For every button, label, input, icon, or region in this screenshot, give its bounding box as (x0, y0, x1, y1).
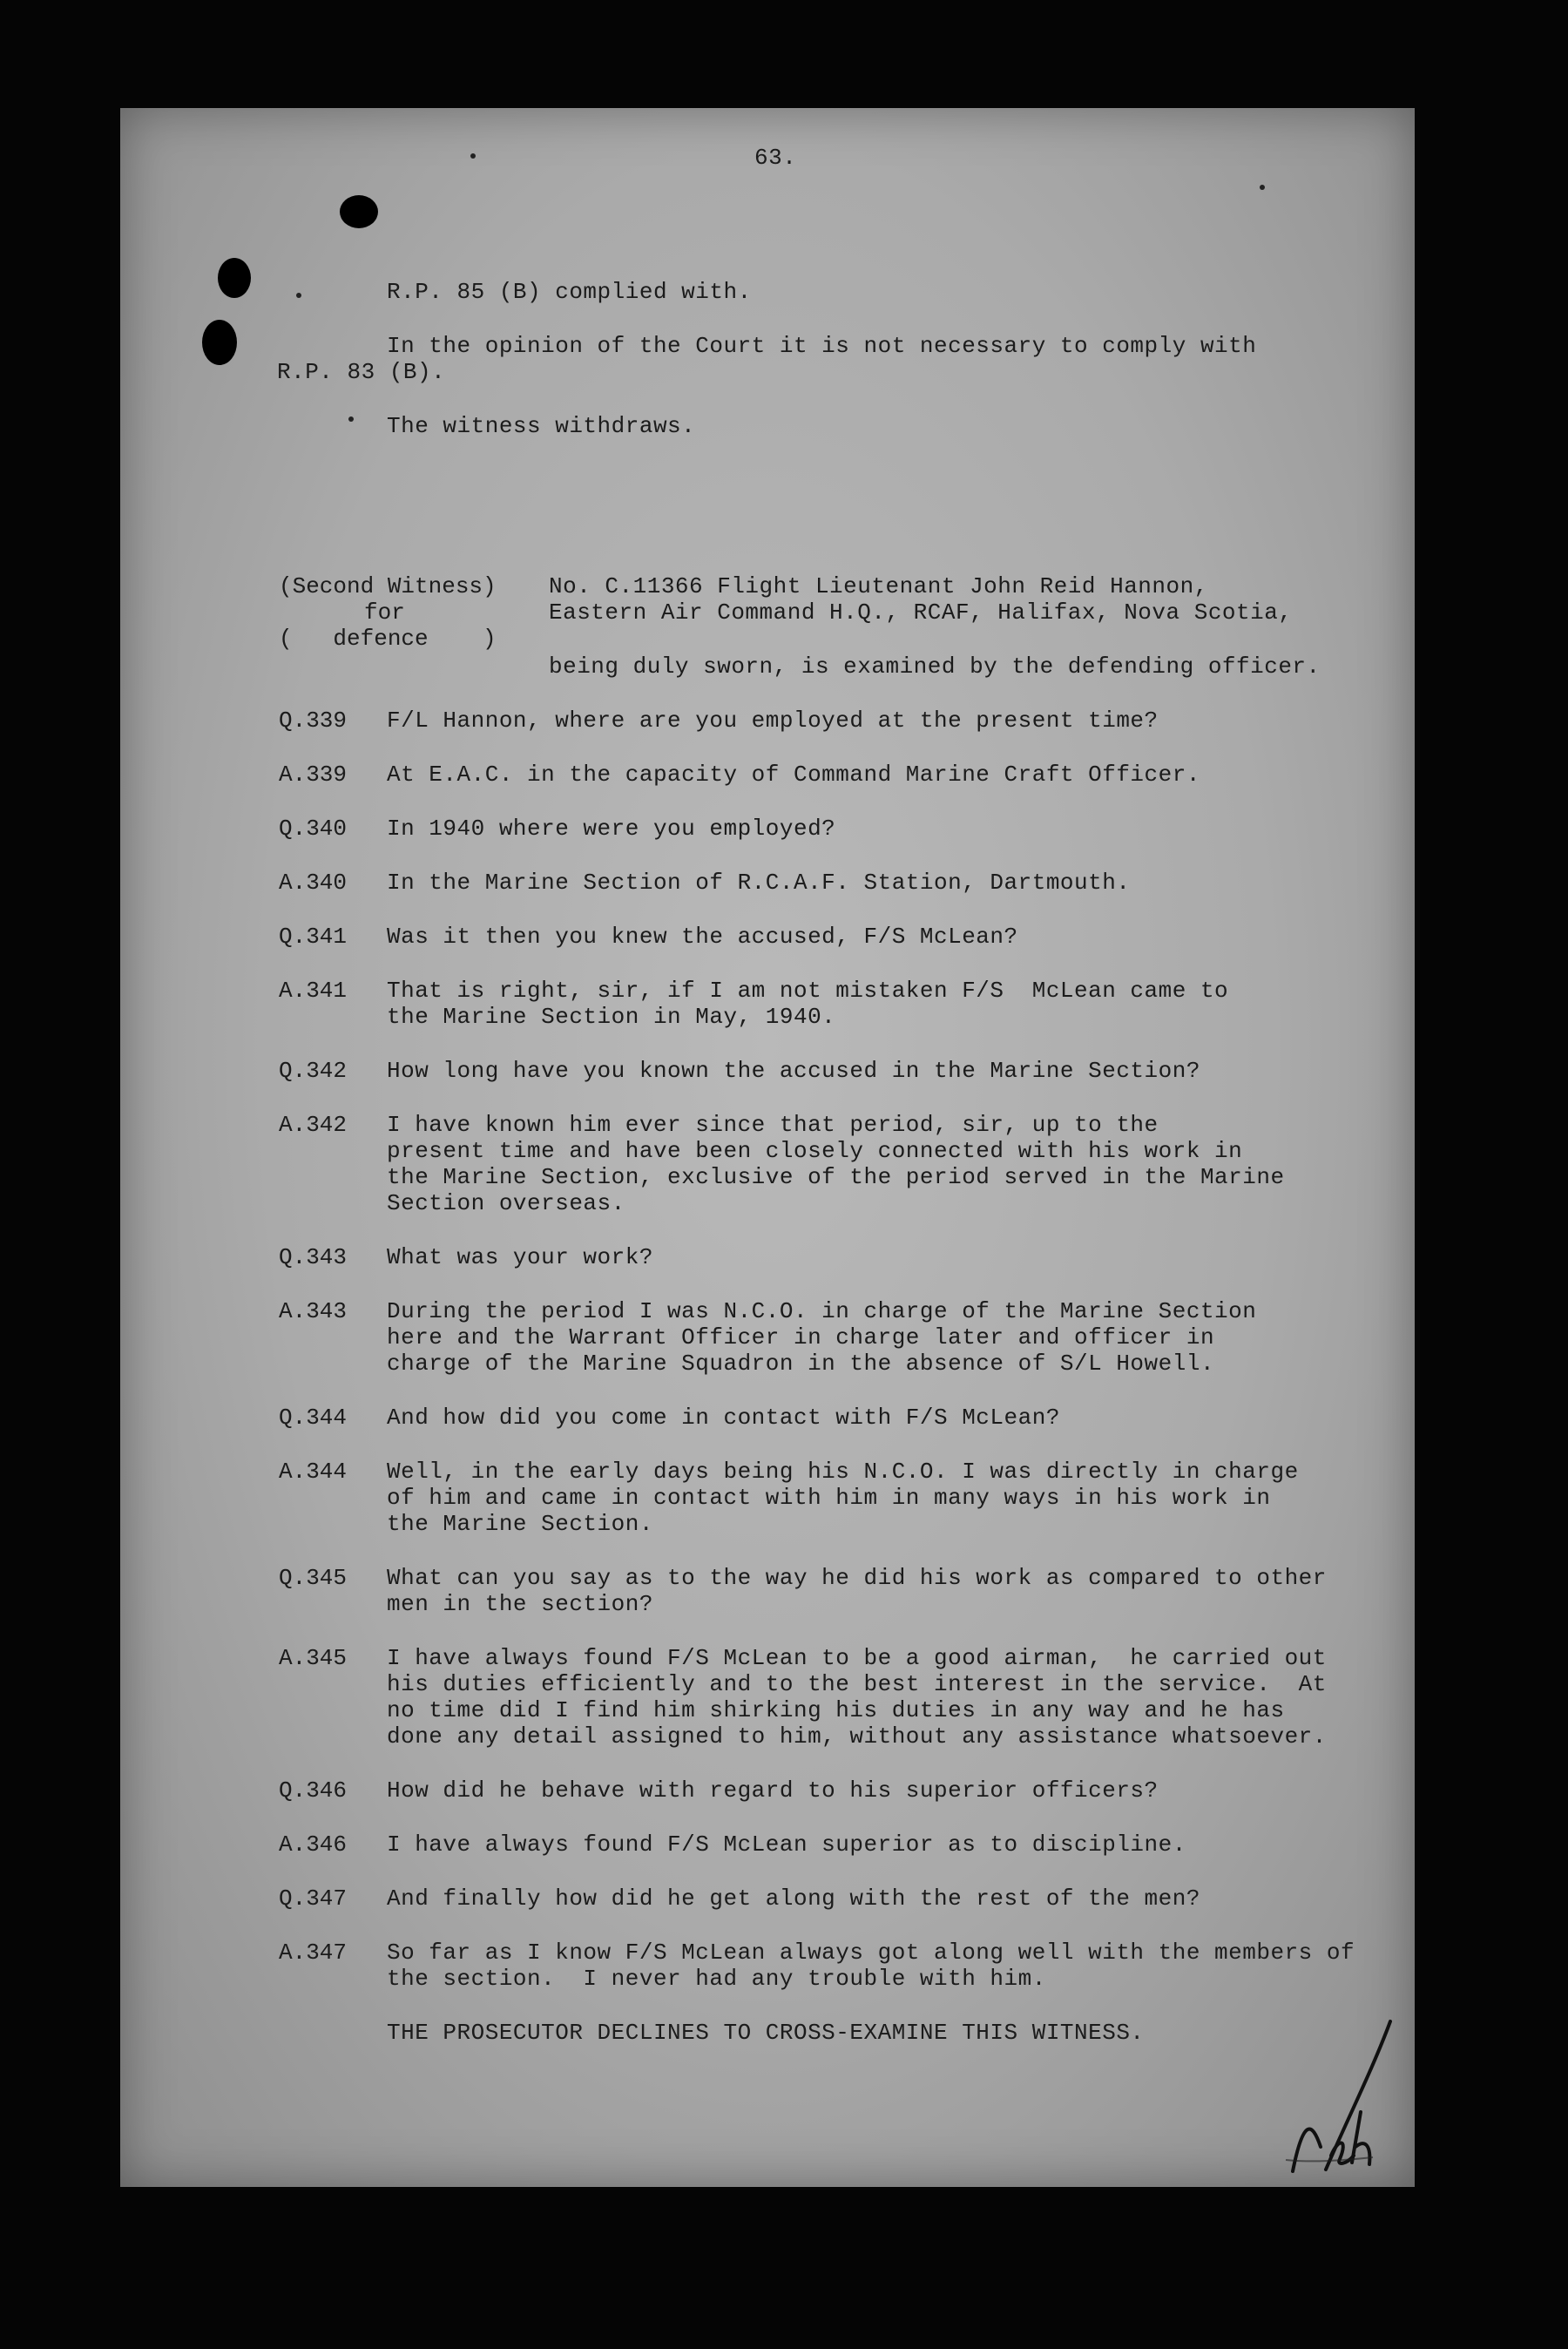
qa-line: I have always found F/S McLean to be a good airman, he carried out (387, 1645, 1327, 1671)
qa-line: During the period I was N.C.O. in charge of the Marine Section (387, 1298, 1257, 1324)
qa-label: Q.345 (279, 1565, 348, 1591)
qa-line: men in the section? (387, 1591, 653, 1617)
qa-line: How did he behave with regard to his superior officers? (387, 1777, 1159, 1804)
qa-line: the Marine Section, exclusive of the period served in the Marine (387, 1164, 1285, 1190)
qa-line: Section overseas. (387, 1190, 625, 1216)
qa-label: Q.343 (279, 1244, 348, 1270)
speck (1260, 185, 1265, 190)
qa-line: the Marine Section. (387, 1511, 653, 1537)
qa-line: done any detail assigned to him, without any assistance whatsoever. (387, 1723, 1327, 1750)
qa-line: And finally how did he get along with the rest of the men? (387, 1885, 1200, 1912)
qa-label: A.347 (279, 1939, 348, 1966)
qa-line: his duties efficiently and to the best interest in the service. At (387, 1671, 1327, 1697)
qa-line: charge of the Marine Squadron in the absence of S/L Howell. (387, 1351, 1215, 1377)
qa-line: here and the Warrant Officer in charge later and officer in (387, 1324, 1215, 1351)
qa-label: A.342 (279, 1112, 348, 1138)
qa-line: How long have you known the accused in the Marine Section? (387, 1058, 1200, 1084)
qa-label: Q.339 (279, 707, 348, 734)
qa-line: present time and have been closely connected with his work in (387, 1138, 1243, 1164)
qa-line: And how did you come in contact with F/S McLean? (387, 1405, 1060, 1431)
qa-line: no time did I find him shirking his duties in any way and he has (387, 1697, 1285, 1723)
scanned-page (120, 108, 1415, 2187)
qa-line: I have always found F/S McLean superior as to discipline. (387, 1831, 1186, 1858)
qa-label: Q.346 (279, 1777, 348, 1804)
qa-line: What was your work? (387, 1244, 653, 1270)
qa-line: Well, in the early days being his N.C.O. I was directly in charge (387, 1459, 1299, 1485)
qa-line: Was it then you knew the accused, F/S McLean? (387, 924, 1018, 950)
qa-line: the Marine Section in May, 1940. (387, 1004, 836, 1030)
qa-label: Q.347 (279, 1885, 348, 1912)
qa-line: What can you say as to the way he did his work as compared to other (387, 1565, 1327, 1591)
qa-label: A.344 (279, 1459, 348, 1485)
qa-line: In the Marine Section of R.C.A.F. Station, Dartmouth. (387, 870, 1131, 896)
qa-label: Q.341 (279, 924, 348, 950)
witness-label: (Second Witness) (279, 573, 497, 599)
qa-line: So far as I know F/S McLean always got along well with the members of (387, 1939, 1355, 1966)
qa-label: A.346 (279, 1831, 348, 1858)
witness-text: being duly sworn, is examined by the defending officer. (549, 653, 1321, 680)
witness-label: for (364, 599, 405, 626)
witness-text: No. C.11366 Flight Lieutenant John Reid Hannon, (549, 573, 1208, 599)
qa-line: F/L Hannon, where are you employed at the present time? (387, 707, 1159, 734)
qa-label: A.339 (279, 762, 348, 788)
qa-label: A.340 (279, 870, 348, 896)
qa-label: Q.342 (279, 1058, 348, 1084)
page-number: 63. (754, 145, 797, 171)
ink-blot (202, 320, 237, 365)
qa-label: A.341 (279, 978, 348, 1004)
speck (296, 293, 301, 298)
speck (348, 416, 354, 422)
closing-statement: THE PROSECUTOR DECLINES TO CROSS-EXAMINE THIS WITNESS. (387, 2020, 1145, 2046)
qa-label: Q.344 (279, 1405, 348, 1431)
qa-line: That is right, sir, if I am not mistaken F/S McLean came to (387, 978, 1229, 1004)
witness-label: ( defence ) (279, 626, 497, 652)
preamble-line: R.P. 85 (B) complied with. (387, 279, 752, 305)
qa-line: I have known him ever since that period, sir, up to the (387, 1112, 1159, 1138)
preamble-line: The witness withdraws. (387, 413, 696, 439)
ink-blot (340, 195, 378, 228)
witness-text: Eastern Air Command H.Q., RCAF, Halifax, Nova Scotia, (549, 599, 1293, 626)
preamble-line: R.P. 83 (B). (277, 359, 446, 385)
qa-line: At E.A.C. in the capacity of Command Marine Craft Officer. (387, 762, 1200, 788)
qa-line: the section. I never had any trouble with him. (387, 1966, 1046, 1992)
ink-blot (218, 258, 251, 298)
preamble-line: In the opinion of the Court it is not necessary to comply with (387, 333, 1257, 359)
qa-line: of him and came in contact with him in many ways in his work in (387, 1485, 1271, 1511)
qa-label: Q.340 (279, 816, 348, 842)
qa-label: A.343 (279, 1298, 348, 1324)
qa-label: A.345 (279, 1645, 348, 1671)
qa-line: In 1940 where were you employed? (387, 816, 836, 842)
speck (470, 153, 476, 159)
handwritten-initials (1286, 2016, 1399, 2182)
